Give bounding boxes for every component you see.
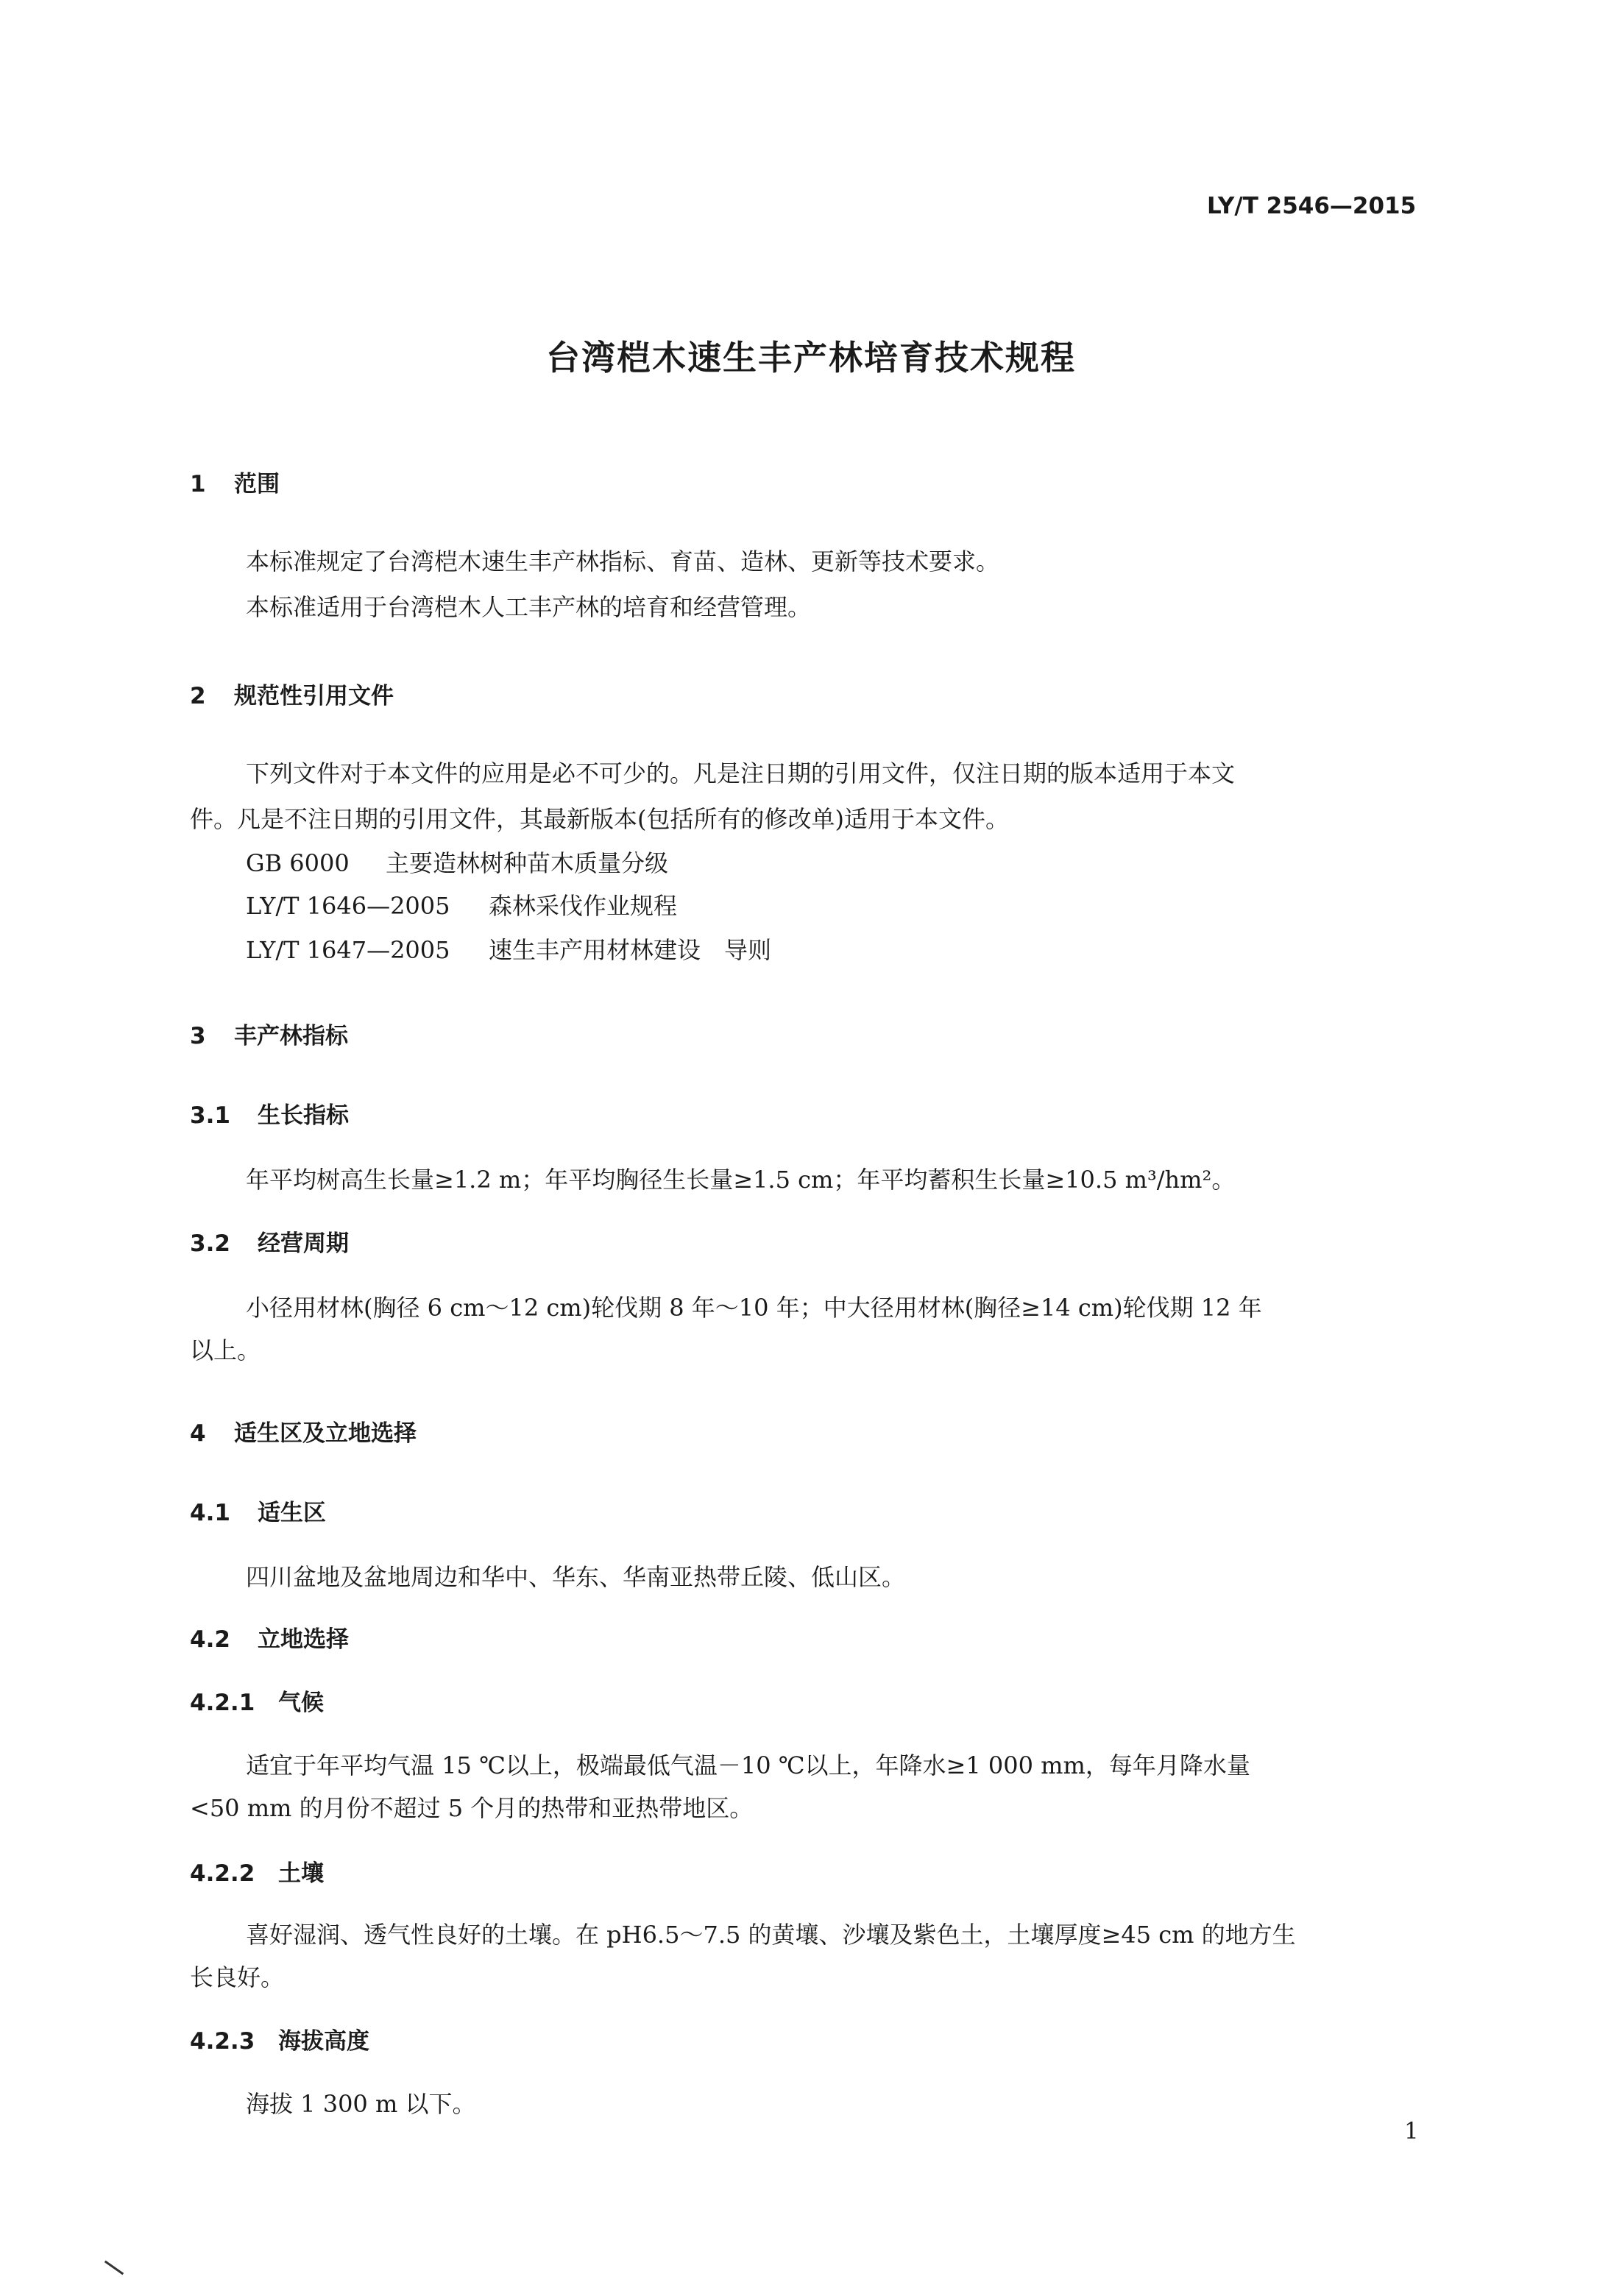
reference-item: [246, 932, 771, 965]
section-number: 1: [190, 471, 206, 497]
subsection-3-2-heading: [190, 1225, 349, 1258]
reference-code: LY/T 1646—2005: [246, 892, 450, 920]
subsection-number: 3.2: [190, 1230, 230, 1257]
subsection-title: 经营周期: [258, 1230, 349, 1257]
reference-title: 速生丰产用材林建设 导则: [489, 936, 772, 964]
subsection-4-2-heading: [190, 1620, 349, 1654]
reference-title: 主要造林树种苗木质量分级: [386, 849, 669, 877]
subsection-title: 适生区: [258, 1500, 326, 1526]
paragraph: 海拔 1 300 m 以下。: [246, 2090, 476, 2118]
paragraph: 适宜于年平均气温 15 ℃以上，极端最低气温－10 ℃以上，年降水≥1 000 mm，每年月降水量: [246, 1751, 1250, 1779]
paragraph-continuation: 长良好。: [190, 1963, 285, 1991]
section-title: 丰产林指标: [234, 1023, 348, 1049]
paragraph-continuation: 件。凡是不注日期的引用文件，其最新版本(包括所有的修改单)适用于本文件。: [190, 805, 1009, 833]
section-number: 2: [190, 683, 206, 709]
subsection-number: 4.2.3: [190, 2028, 255, 2055]
paragraph: 本标准规定了台湾桤木速生丰产林指标、育苗、造林、更新等技术要求。: [246, 548, 1000, 575]
section-2-heading: [190, 677, 394, 710]
paragraph: 本标准适用于台湾桤木人工丰产林的培育和经营管理。: [246, 593, 812, 621]
subsection-title: 气候: [278, 1690, 324, 1716]
paragraph: 喜好湿润、透气性良好的土壤。在 pH6.5～7.5 的黄壤、沙壤及紫色土，土壤厚度≥45 cm 的地方生: [246, 1921, 1296, 1949]
subsection-title: 立地选择: [258, 1626, 349, 1653]
subsection-4-2-3-heading: [190, 2022, 369, 2055]
subsection-title: 生长指标: [258, 1102, 349, 1129]
subsection-number: 4.1: [190, 1500, 230, 1526]
paragraph-continuation: 以上。: [190, 1336, 261, 1364]
subsection-title: 土壤: [278, 1860, 324, 1887]
subsection-number: 3.1: [190, 1102, 230, 1129]
paragraph: 年平均树高生长量≥1.2 m；年平均胸径生长量≥1.5 cm；年平均蓄积生长量≥10.5 m³/hm²。: [246, 1166, 1236, 1194]
paragraph: 下列文件对于本文件的应用是必不可少的。凡是注日期的引用文件，仅注日期的版本适用于本文: [246, 759, 1236, 787]
subsection-4-2-2-heading: [190, 1854, 324, 1888]
paragraph: 小径用材林(胸径 6 cm～12 cm)轮伐期 8 年～10 年；中大径用材林(胸径≥14 cm)轮伐期 12 年: [246, 1294, 1262, 1322]
reference-item: [246, 845, 668, 879]
section-number: 3: [190, 1023, 206, 1049]
section-3-heading: [190, 1017, 348, 1050]
section-title: 范围: [234, 471, 280, 497]
paragraph: 四川盆地及盆地周边和华中、华东、华南亚热带丘陵、低山区。: [246, 1563, 906, 1591]
section-title: 适生区及立地选择: [234, 1420, 417, 1447]
section-number: 4: [190, 1420, 206, 1447]
section-1-heading: [190, 465, 280, 498]
subsection-4-1-heading: [190, 1494, 326, 1527]
reference-code: LY/T 1647—2005: [246, 936, 450, 964]
section-4-heading: [190, 1414, 417, 1448]
page-number: 1: [1404, 2118, 1419, 2144]
subsection-number: 4.2.2: [190, 1860, 255, 1887]
section-title: 规范性引用文件: [234, 683, 394, 709]
subsection-number: 4.2.1: [190, 1690, 255, 1716]
reference-item: [246, 887, 677, 921]
document-title: 台湾桤木速生丰产林培育技术规程: [546, 338, 1076, 378]
subsection-number: 4.2: [190, 1626, 230, 1653]
scan-mark: [105, 2261, 124, 2275]
subsection-3-1-heading: [190, 1096, 349, 1130]
subsection-4-2-1-heading: [190, 1684, 324, 1717]
reference-title: 森林采伐作业规程: [489, 892, 678, 920]
subsection-title: 海拔高度: [278, 2028, 369, 2055]
paragraph-continuation: <50 mm 的月份不超过 5 个月的热带和亚热带地区。: [190, 1794, 754, 1822]
standard-number: LY/T 2546—2015: [1207, 193, 1417, 219]
reference-code: GB 6000: [246, 849, 350, 877]
